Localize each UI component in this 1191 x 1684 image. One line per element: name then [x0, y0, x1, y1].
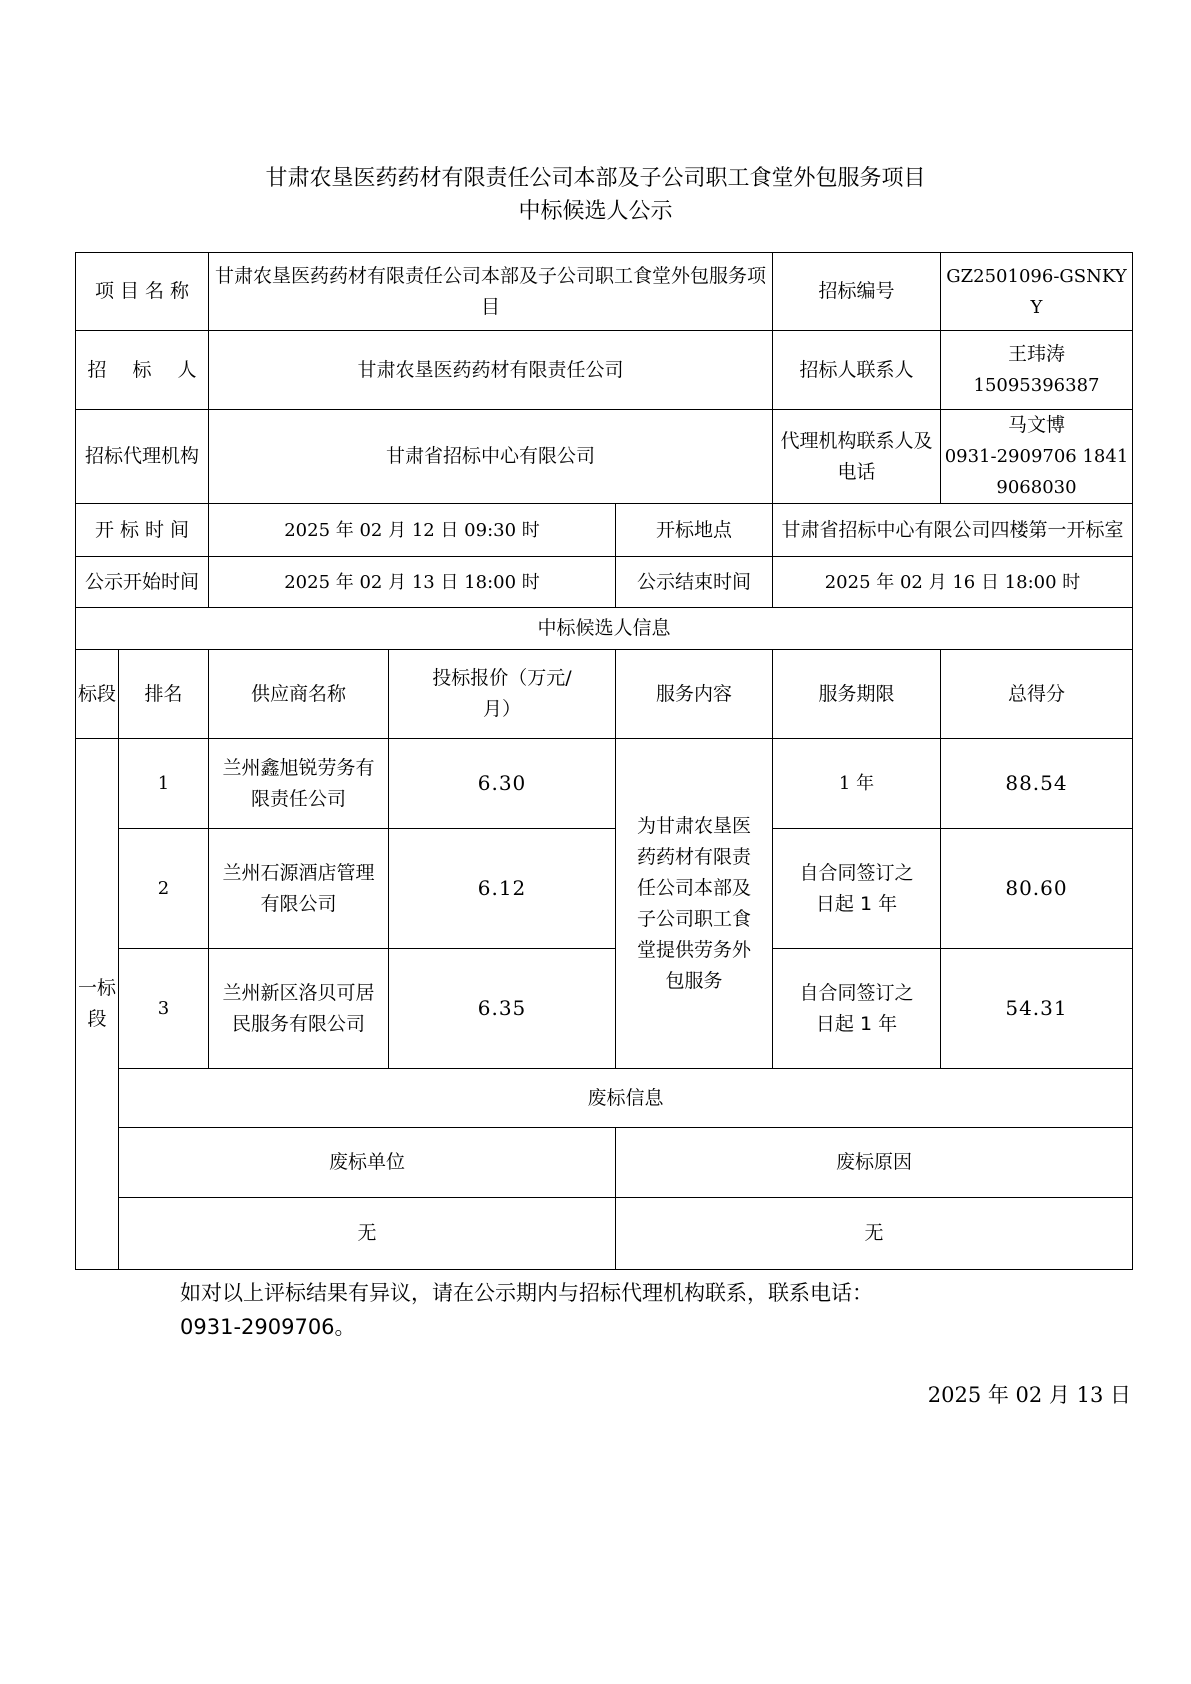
project-name-label: 项 目 名 称	[76, 253, 209, 331]
disqualified-unit-value: 无	[119, 1198, 616, 1270]
disqualified-reason-label: 废标原因	[616, 1128, 1133, 1198]
objection-notice-line2: 0931-2909706。	[180, 1315, 356, 1339]
table-row	[76, 829, 1133, 949]
agency-value: 甘肃省招标中心有限公司	[209, 410, 773, 504]
row-project-name	[76, 253, 1133, 331]
header-lot: 标段	[76, 650, 119, 739]
tenderer-label: 招 标 人	[76, 331, 209, 410]
disqualified-reason-value: 无	[616, 1198, 1133, 1270]
notice-end-label: 公示结束时间	[616, 557, 773, 608]
disqualified-section-title: 废标信息	[119, 1069, 1133, 1128]
score-cell: 88.54	[941, 739, 1133, 829]
rank-cell: 2	[119, 829, 209, 949]
period-cell: 1 年	[773, 739, 941, 829]
notice-end-value: 2025 年 02 月 16 日 18:00 时	[773, 557, 1133, 608]
row-candidates-title	[76, 608, 1133, 650]
service-cell: 为甘肃农垦医药药材有限责任公司本部及子公司职工食堂提供劳务外包服务	[616, 739, 773, 1069]
objection-notice	[180, 1276, 1130, 1344]
row-disqualified-title	[76, 1069, 1133, 1128]
agency-contact-name: 马文博	[1007, 414, 1065, 436]
rank-cell: 3	[119, 949, 209, 1069]
lot-cell: 一标段	[76, 739, 119, 1270]
tenderer-value: 甘肃农垦医药药材有限责任公司	[209, 331, 773, 410]
announcement-table	[75, 252, 1133, 1270]
open-time-value: 2025 年 02 月 12 日 09:30 时	[209, 504, 616, 557]
row-disqualified-header	[76, 1128, 1133, 1198]
notice-start-value: 2025 年 02 月 13 日 18:00 时	[209, 557, 616, 608]
score-cell: 54.31	[941, 949, 1133, 1069]
supplier-cell: 兰州新区洛贝可居民服务有限公司	[209, 949, 389, 1069]
tenderer-contact-phone: 15095396387	[973, 375, 1100, 396]
open-place-label: 开标地点	[616, 504, 773, 557]
notice-start-label: 公示开始时间	[76, 557, 209, 608]
tender-no-label: 招标编号	[773, 253, 941, 331]
header-service: 服务内容	[616, 650, 773, 739]
agency-contact-cell	[941, 410, 1133, 504]
supplier-cell: 兰州鑫旭锐劳务有限责任公司	[209, 739, 389, 829]
rank-cell: 1	[119, 739, 209, 829]
price-cell: 6.35	[389, 949, 616, 1069]
row-notice-time	[76, 557, 1133, 608]
page-title-line1: 甘肃农垦医药药材有限责任公司本部及子公司职工食堂外包服务项目	[265, 166, 926, 191]
header-period: 服务期限	[773, 650, 941, 739]
agency-label: 招标代理机构	[76, 410, 209, 504]
header-supplier: 供应商名称	[209, 650, 389, 739]
candidates-section-title: 中标候选人信息	[76, 608, 1133, 650]
period-cell: 自合同签订之日起 1 年	[773, 949, 941, 1069]
agency-contact-label: 代理机构联系人及电话	[773, 410, 941, 504]
row-agency	[76, 410, 1133, 504]
sign-date: 2025 年 02 月 13 日	[927, 1383, 1131, 1407]
header-rank: 排名	[119, 650, 209, 739]
price-cell: 6.12	[389, 829, 616, 949]
page-title-line2: 中标候选人公示	[518, 199, 673, 224]
tenderer-contact-cell	[941, 331, 1133, 410]
tender-no-value: GZ2501096-GSNKYY	[941, 253, 1133, 331]
open-place-value: 甘肃省招标中心有限公司四楼第一开标室	[773, 504, 1133, 557]
supplier-cell: 兰州石源酒店管理有限公司	[209, 829, 389, 949]
header-score: 总得分	[941, 650, 1133, 739]
table-row	[76, 949, 1133, 1069]
agency-contact-phone: 0931-2909706 18419068030	[944, 446, 1129, 498]
row-candidates-header	[76, 650, 1133, 739]
row-open-time	[76, 504, 1133, 557]
row-disqualified-values	[76, 1198, 1133, 1270]
disqualified-unit-label: 废标单位	[119, 1128, 616, 1198]
tenderer-contact-name: 王玮涛	[1007, 343, 1065, 365]
open-time-label: 开 标 时 间	[76, 504, 209, 557]
period-cell: 自合同签订之日起 1 年	[773, 829, 941, 949]
row-tenderer	[76, 331, 1133, 410]
project-name-value: 甘肃农垦医药药材有限责任公司本部及子公司职工食堂外包服务项目	[209, 253, 773, 331]
price-cell: 6.30	[389, 739, 616, 829]
table-row	[76, 739, 1133, 829]
page-title	[0, 162, 1191, 228]
objection-notice-line1: 如对以上评标结果有异议，请在公示期内与招标代理机构联系，联系电话：	[180, 1281, 873, 1305]
score-cell: 80.60	[941, 829, 1133, 949]
tenderer-contact-label: 招标人联系人	[773, 331, 941, 410]
header-price: 投标报价（万元/月）	[389, 650, 616, 739]
